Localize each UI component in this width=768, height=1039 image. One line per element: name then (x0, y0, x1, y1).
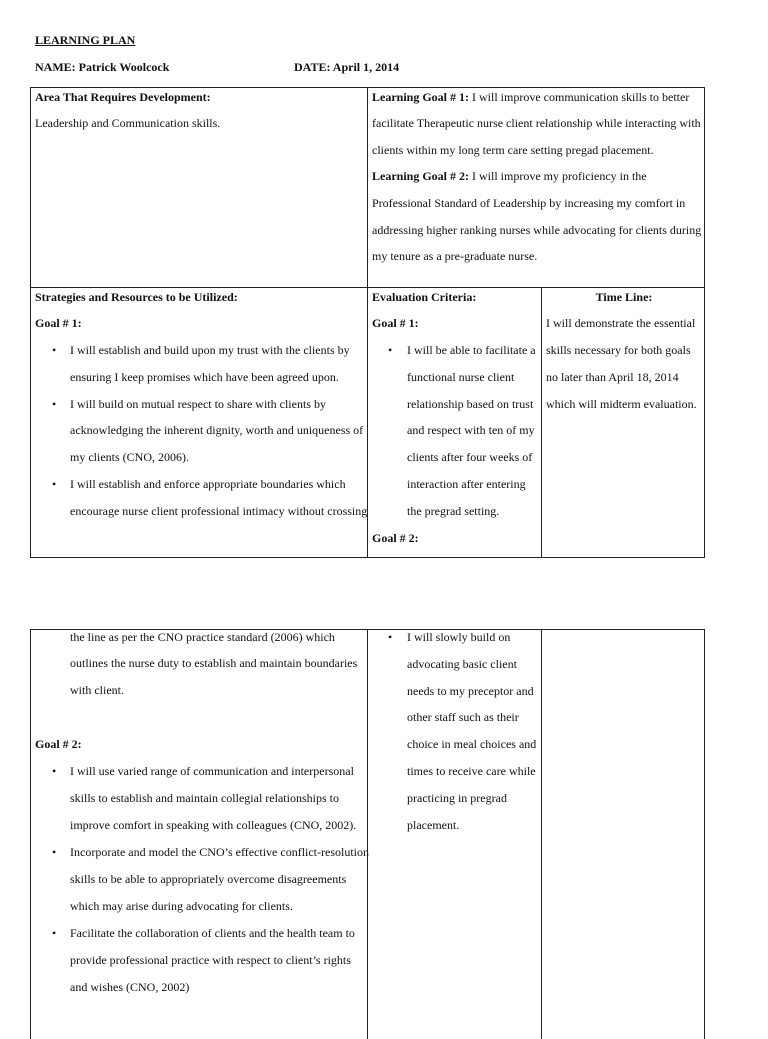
area-heading: Area That Requires Development: (35, 90, 211, 104)
goal1-line-1: facilitate Therapeutic nurse client relationship while interacting with (372, 116, 701, 130)
eval-g2-line: other staff such as their (407, 710, 519, 724)
strategy-g2-line: improve comfort in speaking with colleagues (CNO, 2002). (70, 818, 357, 832)
strategy-g1-line: my clients (CNO, 2006). (70, 450, 189, 464)
bullet-icon: • (52, 343, 57, 357)
goal1-text-0: I will improve communication skills to better (469, 90, 690, 104)
strategy-g1-cont-line: outlines the nurse duty to establish and maintain boundaries (70, 656, 358, 670)
strategy-g1-line: I will build on mutual respect to share with clients by (70, 397, 326, 411)
area-cell (30, 87, 368, 288)
evaluation-goal1-label: Goal # 1: (372, 316, 419, 330)
timeline-cell (541, 287, 705, 558)
eval-g1-line: clients after four weeks of (407, 450, 533, 464)
evaluation-cell (367, 287, 542, 558)
eval-g2-line: placement. (407, 818, 460, 832)
timeline-heading: Time Line: (595, 290, 653, 304)
bullet-icon: • (52, 926, 57, 940)
strategy-g1-line: I will establish and enforce appropriate boundaries which (70, 477, 346, 491)
evaluation-heading: Evaluation Criteria: (372, 290, 477, 304)
eval-g2-line: I will slowly build on (407, 630, 511, 644)
timeline-line: I will demonstrate the essential (546, 316, 696, 330)
eval-g1-line: the pregrad setting. (407, 504, 500, 518)
strategy-g2-line: Facilitate the collaboration of clients and the health team to (70, 926, 355, 940)
eval-g1-line: functional nurse client (407, 370, 515, 384)
strategy-g1-line: acknowledging the inherent dignity, worth and uniqueness of (70, 423, 364, 437)
strategies-cell (30, 287, 368, 558)
strategy-g2-line: which may arise during advocating for clients. (70, 899, 293, 913)
goal2-line-1: Professional Standard of Leadership by increasing my comfort in (372, 196, 686, 210)
evaluation-cont-cell (367, 629, 542, 1039)
area-text: Leadership and Communication skills. (35, 116, 221, 130)
eval-g1-line: and respect with ten of my (407, 423, 535, 437)
eval-g2-line: practicing in pregrad (407, 791, 507, 805)
strategies-goal2-label: Goal # 2: (35, 737, 82, 751)
goal2-line-0 (372, 169, 647, 183)
strategy-g2-line: skills to be able to appropriately overcome disagreements (70, 872, 347, 886)
goal1-line-2: clients within my long term care setting pregad placement. (372, 143, 654, 157)
goal2-label: Learning Goal # 2: (372, 169, 470, 183)
strategy-g2-line: and wishes (CNO, 2002) (70, 980, 190, 994)
eval-g1-line: interaction after entering (407, 477, 526, 491)
timeline-line: no later than April 18, 2014 (546, 370, 679, 384)
strategy-g1-line: encourage nurse client professional intimacy without crossing (70, 504, 368, 518)
timeline-line: which will midterm evaluation. (546, 397, 697, 411)
strategies-cont-cell (30, 629, 368, 1039)
bullet-icon: • (388, 343, 393, 357)
timeline-cont-cell (541, 629, 705, 1039)
eval-g2-line: advocating basic client (407, 657, 517, 671)
eval-g2-line: times to receive care while (407, 764, 536, 778)
strategy-g1-cont-line: with client. (70, 683, 124, 697)
bullet-icon: • (52, 845, 57, 859)
strategy-g2-line: provide professional practice with respect to client’s rights (70, 953, 351, 967)
eval-g2-line: choice in meal choices and (407, 737, 537, 751)
strategy-g1-cont-line: the line as per the CNO practice standard (2006) which (70, 630, 335, 644)
strategies-heading: Strategies and Resources to be Utilized: (35, 290, 238, 304)
strategies-goal1-label: Goal # 1: (35, 316, 82, 330)
strategy-g2-line: I will use varied range of communication and interpersonal (70, 764, 354, 778)
strategy-g2-line: skills to establish and maintain collegial relationships to (70, 791, 339, 805)
strategy-g2-line: Incorporate and model the CNO’s effective conflict-resolution (70, 845, 370, 859)
evaluation-goal2-label: Goal # 2: (372, 531, 419, 545)
bullet-icon: • (52, 764, 57, 778)
bullet-icon: • (388, 630, 393, 644)
date-field: DATE: April 1, 2014 (294, 60, 400, 74)
goal2-line-2: addressing higher ranking nurses while advocating for clients during (372, 223, 702, 237)
name-field: NAME: Patrick Woolcock (35, 60, 170, 74)
goal2-text-0: I will improve my proficiency in the (469, 169, 647, 183)
strategy-g1-line: I will establish and build upon my trust with the clients by (70, 343, 350, 357)
goal1-label: Learning Goal # 1: (372, 90, 470, 104)
goal1-line-0 (372, 90, 689, 104)
page-title: LEARNING PLAN (35, 33, 136, 47)
learning-goals-cell (367, 87, 705, 288)
bullet-icon: • (52, 477, 57, 491)
strategy-g1-line: ensuring I keep promises which have been agreed upon. (70, 370, 339, 384)
bullet-icon: • (52, 397, 57, 411)
eval-g2-line: needs to my preceptor and (407, 684, 534, 698)
eval-g1-line: relationship based on trust (407, 397, 534, 411)
timeline-line: skills necessary for both goals (546, 343, 691, 357)
eval-g1-line: I will be able to facilitate a (407, 343, 536, 357)
goal2-line-3: my tenure as a pre-graduate nurse. (372, 249, 538, 263)
